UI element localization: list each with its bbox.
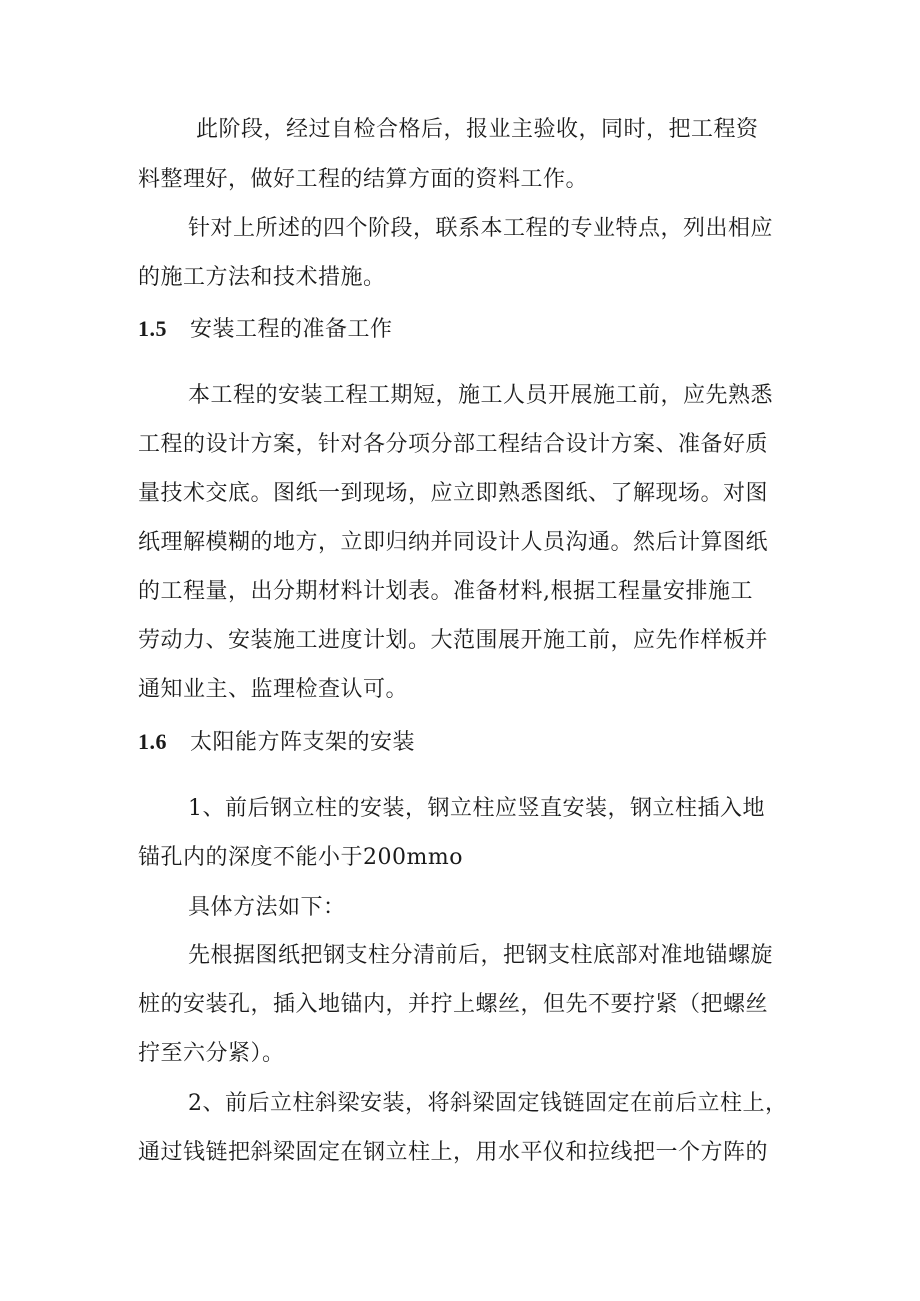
paragraph-line: 本工程的安装工程工期短，施工人员开展施工前，应先熟悉 — [188, 383, 774, 408]
paragraph-line: 2、前后立柱斜梁安装，将斜梁固定钱链固定在前后立柱上， — [188, 1091, 788, 1116]
paragraph-line: 锚孔内的深度不能小于200mmo — [138, 845, 463, 870]
paragraph-line: 纸理解模糊的地方，立即归纳并同设计人员沟通。然后计算图纸 — [138, 530, 769, 555]
paragraph-line: 的工程量，出分期材料计划表。准备材料,根据工程量安排施工 — [138, 579, 753, 604]
paragraph-line: 劳动力、安装施工进度计划。大范围展开施工前，应先作样板并 — [138, 628, 769, 653]
paragraph-line: 工程的设计方案，针对各分项分部工程结合设计方案、准备好质 — [138, 432, 769, 457]
paragraph-line: 桩的安装孔，插入地锚内，并拧上螺丝，但先不要拧紧（把螺丝 — [138, 992, 769, 1017]
paragraph-line: 此阶段，经过自检合格后，报业主验收，同时，把工程资 — [196, 117, 759, 142]
paragraph-line: 通过钱链把斜梁固定在钢立柱上，用水平仪和拉线把一个方阵的 — [138, 1140, 769, 1165]
section-title: 太阳能方阵支架的安装 — [190, 730, 416, 755]
section-number: 1.5 — [138, 316, 167, 341]
section-heading-1-5 — [138, 318, 393, 341]
section-title: 安装工程的准备工作 — [190, 317, 393, 342]
section-number: 1.6 — [138, 729, 167, 754]
paragraph-line: 拧至六分紧）。 — [138, 1041, 285, 1066]
section-heading-1-6 — [138, 731, 415, 754]
paragraph-line: 1、前后钢立柱的安装，钢立柱应竖直安装，钢立柱插入地 — [188, 796, 765, 821]
paragraph-line: 通知业主、监理检查认可。 — [138, 677, 409, 702]
paragraph-line: 量技术交底。图纸一到现场，应立即熟悉图纸、了解现场。对图 — [138, 481, 769, 506]
paragraph-line: 具体方法如下： — [188, 895, 346, 920]
paragraph-line: 先根据图纸把钢支柱分清前后，把钢支柱底部对准地锚螺旋 — [188, 943, 774, 968]
paragraph-line: 料整理好，做好工程的结算方面的资料工作。 — [138, 167, 589, 192]
paragraph-line: 针对上所述的四个阶段，联系本工程的专业特点，列出相应 — [188, 216, 774, 241]
paragraph-line: 的施工方法和技术措施。 — [138, 265, 386, 290]
